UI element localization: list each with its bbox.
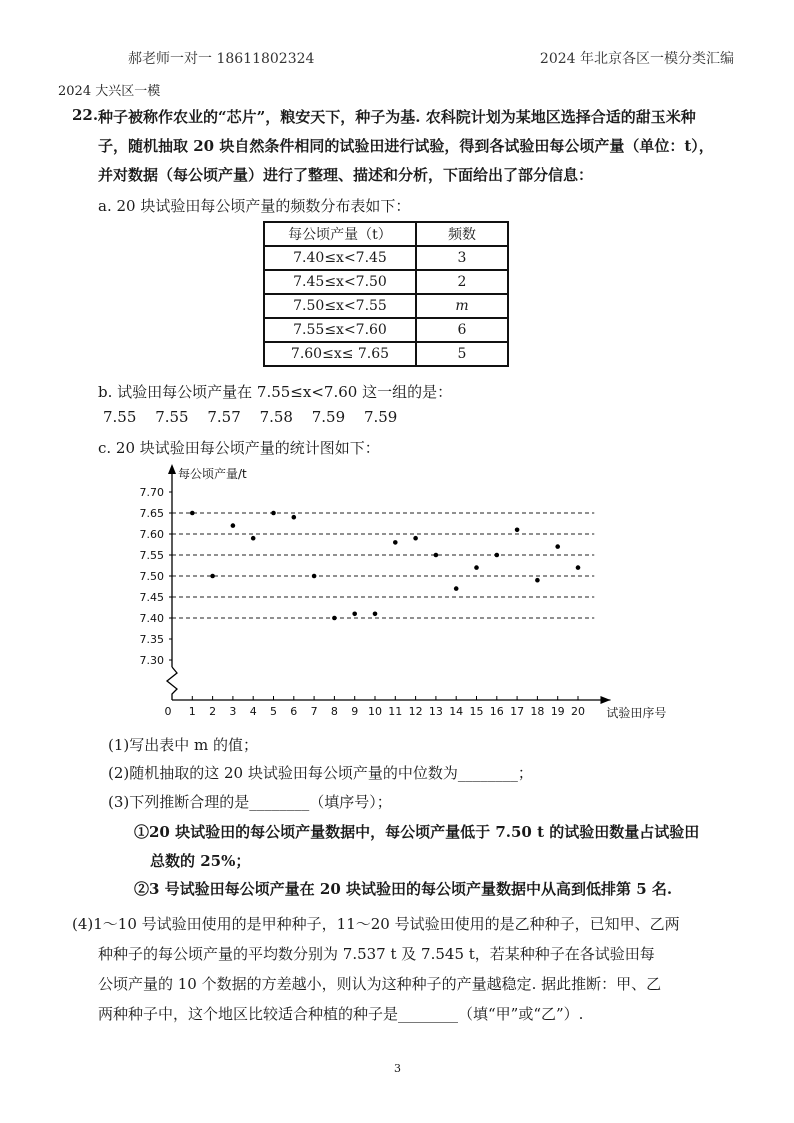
x-tick-label: 16 (489, 705, 504, 718)
question-3-option-1: ①20 块试验田的每公顷产量数据中，每公顷产量低于 7.50 t 的试验田数量占试验田 (134, 823, 700, 841)
x-tick-label: 1 (188, 705, 196, 718)
x-axis-arrow (600, 696, 610, 704)
question-1: (1)写出表中 m 的值； (108, 736, 259, 754)
table-cell: m (416, 294, 508, 318)
x-tick-label: 10 (368, 705, 382, 718)
data-point (434, 553, 439, 558)
value-item: 7.55 (103, 408, 137, 426)
value-item: 7.57 (207, 408, 241, 426)
data-point (210, 574, 215, 579)
question-4-line-3: 公顷产量的 10 个数据的方差越小，则认为这种种子的产量越稳定. 据此推断：甲、乙 (98, 975, 662, 993)
table-row (264, 246, 508, 270)
data-point (535, 578, 540, 583)
table-cell: 5 (416, 342, 508, 366)
data-point (190, 511, 195, 516)
question-4-line-1: (4)1～10 号试验田使用的是甲种种子，11～20 号试验田使用的是乙种种子，已知甲、乙两 (72, 915, 680, 933)
x-tick-label: 0 (164, 705, 172, 718)
x-tick-label: 9 (351, 705, 359, 718)
question-3: (3)下列推断合理的是________（填序号）； (108, 793, 392, 811)
intro-line-3: 并对数据（每公顷产量）进行了整理、描述和分析，下面给出了部分信息： (98, 166, 594, 184)
scatter-chart (130, 462, 670, 722)
question-2: (2)随机抽取的这 20 块试验田每公顷产量的中位数为________； (108, 764, 533, 782)
header-left: 郝老师一对一 18611802324 (128, 51, 315, 67)
intro-line-1: 种子被称作农业的“芯片”，粮安天下，种子为基. 农科院计划为某地区选择合适的甜玉米种 (98, 108, 696, 126)
x-tick-label: 2 (209, 705, 217, 718)
data-point (231, 523, 236, 528)
table-cell: 7.45≤x<7.50 (264, 270, 416, 294)
page-number: 3 (394, 1062, 401, 1075)
x-tick-label: 17 (510, 705, 525, 718)
x-tick-label: 6 (290, 705, 298, 718)
y-tick-label: 7.50 (139, 570, 164, 583)
table-row (264, 318, 508, 342)
y-tick-label: 7.65 (139, 507, 164, 520)
value-item: 7.59 (311, 408, 346, 426)
x-tick-label: 7 (310, 705, 318, 718)
table-cell: 7.60≤x≤ 7.65 (264, 342, 416, 366)
y-tick-label: 7.70 (139, 486, 164, 499)
y-tick-label: 7.40 (139, 612, 164, 625)
x-tick-label: 20 (571, 705, 585, 718)
x-tick-label: 3 (229, 705, 237, 718)
table-row (264, 270, 508, 294)
data-point (495, 553, 500, 558)
value-item: 7.55 (155, 408, 189, 426)
y-tick-label: 7.55 (139, 549, 164, 562)
question-3-option-2: ②3 号试验田每公顷产量在 20 块试验田的每公顷产量数据中从高到低排第 5 名. (134, 880, 673, 898)
y-axis-arrow (168, 464, 176, 474)
table-row (264, 342, 508, 366)
x-tick-label: 11 (388, 705, 403, 718)
data-point (393, 540, 398, 545)
table-header: 频数 (416, 222, 508, 246)
value-item: 7.58 (259, 408, 293, 426)
data-point (454, 586, 459, 591)
data-point (515, 528, 520, 533)
table-header-row (264, 222, 508, 246)
value-item: 7.59 (363, 408, 398, 426)
x-tick-label: 5 (270, 705, 277, 718)
x-tick-label: 18 (530, 705, 545, 718)
question-4-line-4: 两种种子中，这个地区比较适合种植的种子是________（填“甲”或“乙”）. (98, 1005, 584, 1023)
data-point (332, 616, 337, 621)
part-b-text: b. 试验田每公顷产量在 7.55≤x<7.60 这一组的是： (98, 383, 453, 401)
table-header: 每公顷产量（t） (264, 222, 416, 246)
table-cell: 3 (416, 246, 508, 270)
data-point (373, 612, 378, 617)
part-c-text: c. 20 块试验田每公顷产量的统计图如下： (98, 439, 380, 457)
x-tick-label: 4 (249, 705, 257, 718)
problem-number: 22. (72, 106, 99, 124)
header-right: 2024 年北京各区一模分类汇编 (539, 51, 734, 67)
x-tick-label: 13 (428, 705, 443, 718)
x-tick-label: 19 (550, 705, 565, 718)
x-axis-title: 试验田序号 (606, 706, 667, 720)
table-cell: 2 (416, 270, 508, 294)
data-point (271, 511, 276, 516)
x-tick-label: 8 (330, 705, 338, 718)
part-a-text: a. 20 块试验田每公顷产量的频数分布表如下： (98, 197, 411, 215)
data-point (292, 515, 297, 520)
y-tick-label: 7.45 (139, 591, 164, 604)
axis-break (167, 667, 177, 700)
question-3-option-1-cont: 总数的 25%； (150, 852, 251, 870)
table-cell: 7.40≤x<7.45 (264, 246, 416, 270)
question-4-line-2: 种种子的每公顷产量的平均数分别为 7.537 t 及 7.545 t，若某种种子在各试验田每 (98, 945, 655, 963)
y-tick-label: 7.60 (139, 528, 164, 541)
x-tick-label: 15 (469, 705, 484, 718)
data-point (413, 536, 418, 541)
table-cell: 6 (416, 318, 508, 342)
data-point (555, 544, 560, 549)
table-cell: 7.55≤x<7.60 (264, 318, 416, 342)
x-tick-label: 14 (449, 705, 464, 718)
frequency-table (263, 221, 509, 367)
data-point (474, 565, 479, 570)
table-row (264, 294, 508, 318)
data-point (312, 574, 317, 579)
intro-line-2: 子，随机抽取 20 块自然条件相同的试验田进行试验，得到各试验田每公顷产量（单位：t）， (98, 137, 714, 155)
data-point (576, 565, 581, 570)
x-tick-label: 12 (408, 705, 423, 718)
data-point (251, 536, 256, 541)
y-tick-label: 7.35 (139, 633, 164, 646)
part-b-values (103, 408, 411, 426)
y-axis-title: 每公顷产量/t (178, 467, 247, 481)
table-cell: 7.50≤x<7.55 (264, 294, 416, 318)
data-point (352, 612, 357, 617)
source-label: 2024 大兴区一模 (58, 84, 161, 99)
y-tick-label: 7.30 (139, 654, 164, 667)
